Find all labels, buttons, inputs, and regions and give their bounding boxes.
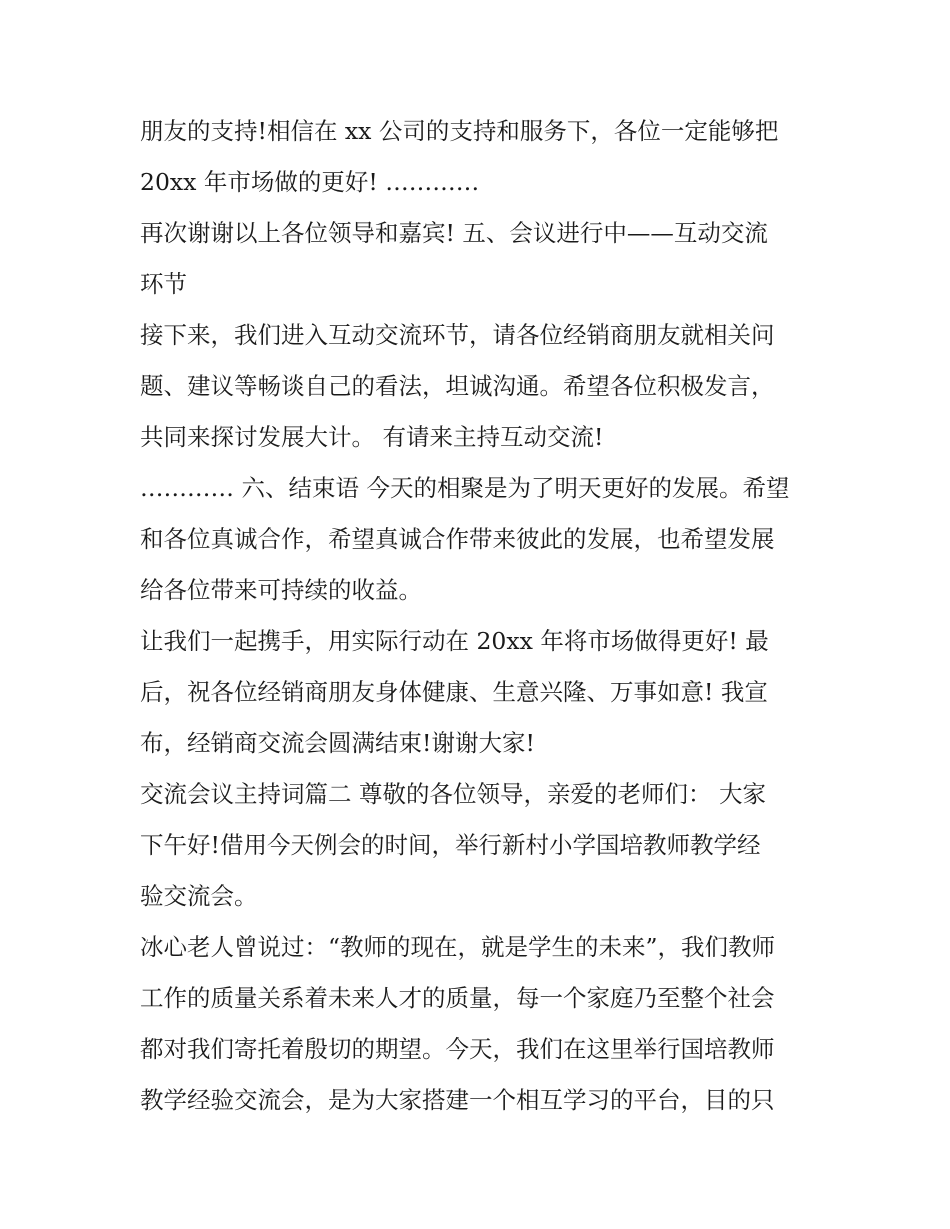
document-body [140, 106, 820, 1126]
text-line: 下午好!借用今天例会的时间，举行新村小学国培教师教学经 [140, 831, 761, 859]
text-line: 交流会议主持词篇二 尊敬的各位领导，亲爱的老师们： 大家 [140, 780, 766, 808]
paragraph-3 [140, 310, 820, 463]
text-line: 让我们一起携手，用实际行动在 20xx 年将市场做得更好! 最 [140, 627, 769, 655]
text-line: 教学经验交流会，是为大家搭建一个相互学习的平台，目的只 [140, 1086, 775, 1114]
text-line: 朋友的支持!相信在 xx 公司的支持和服务下，各位一定能够把 [140, 117, 779, 145]
text-line: 环节 [140, 270, 187, 298]
paragraph-1 [140, 106, 820, 208]
paragraph-5 [140, 616, 820, 769]
text-line: 共同来探讨发展大计。 有请来主持互动交流! [140, 423, 604, 451]
text-line: 验交流会。 [140, 882, 258, 910]
paragraph-2 [140, 208, 820, 310]
text-line: 再次谢谢以上各位领导和嘉宾! 五、会议进行中——互动交流 [140, 219, 768, 247]
text-line: 后，祝各位经销商朋友身体健康、生意兴隆、万事如意! 我宣 [140, 678, 768, 706]
paragraph-6 [140, 769, 820, 922]
text-line: 冰心老人曾说过：“教师的现在，就是学生的未来”，我们教师 [140, 933, 776, 961]
text-line: 都对我们寄托着殷切的期望。今天，我们在这里举行国培教师 [140, 1035, 775, 1063]
text-line: ………… 六、结束语 今天的相聚是为了明天更好的发展。希望 [140, 474, 790, 502]
text-line: 布，经销商交流会圆满结束!谢谢大家! [140, 729, 535, 757]
text-line: 工作的质量关系着未来人才的质量，每一个家庭乃至整个社会 [140, 984, 775, 1012]
text-line: 和各位真诚合作，希望真诚合作带来彼此的发展，也希望发展 [140, 525, 775, 553]
text-line: 题、建议等畅谈自己的看法，坦诚沟通。希望各位积极发言， [140, 372, 775, 400]
text-line: 给各位带来可持续的收益。 [140, 576, 422, 604]
text-line: 20xx 年市场做的更好! ………… [140, 168, 480, 196]
paragraph-7 [140, 922, 820, 1126]
text-line: 接下来，我们进入互动交流环节，请各位经销商朋友就相关问 [140, 321, 775, 349]
paragraph-4 [140, 463, 820, 616]
